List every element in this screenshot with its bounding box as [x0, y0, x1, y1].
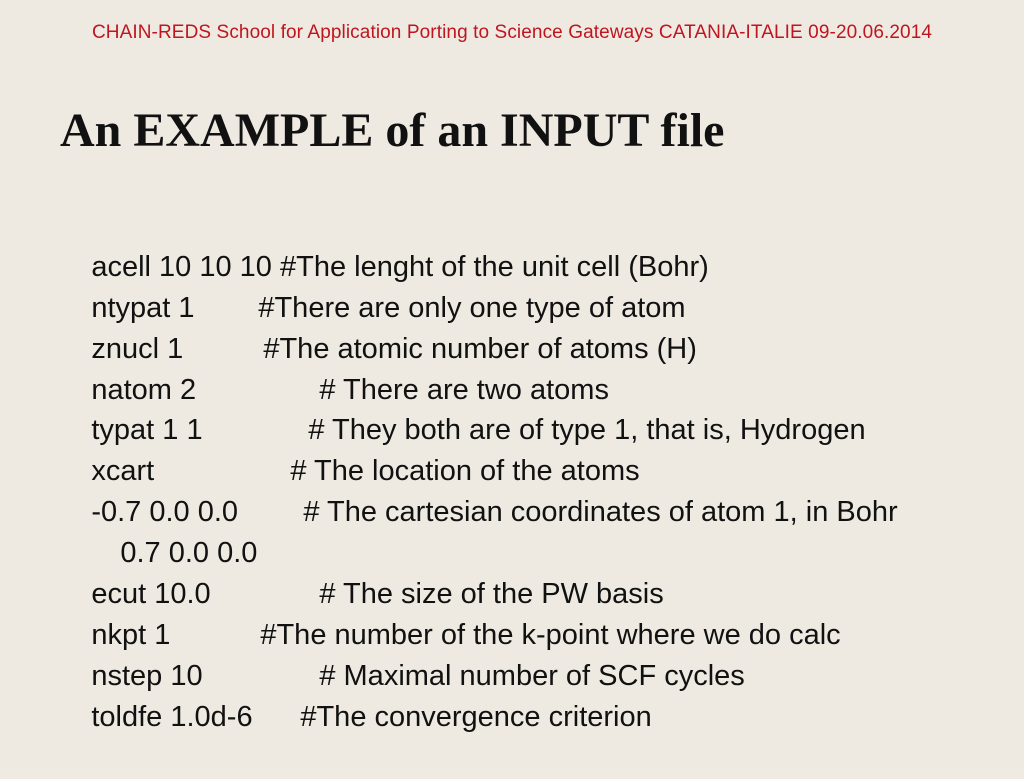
input-line-comment: #The atomic number of atoms (H): [263, 332, 697, 365]
input-line-code: 0.7 0.0 0.0: [120, 537, 258, 570]
input-line-code: xcart: [91, 455, 155, 488]
input-line-comment: # They both are of type 1, that is, Hydrogen: [308, 414, 866, 447]
input-line-comment: # The cartesian coordinates of atom 1, in Bohr: [303, 496, 898, 529]
input-line-comment: # The size of the PW basis: [319, 578, 664, 611]
input-line-code: nkpt 1: [91, 618, 171, 651]
slide-title: An EXAMPLE of an INPUT file: [60, 104, 725, 157]
input-line-comment: # There are two atoms: [319, 373, 609, 406]
input-line-comment: #There are only one type of atom: [258, 291, 686, 324]
input-line-code: acell 10 10 10: [91, 250, 272, 283]
input-line-code: nstep 10: [91, 659, 203, 692]
input-line-acell: [43, 206, 898, 283]
input-line-code: natom 2: [91, 373, 197, 406]
header-banner: CHAIN-REDS School for Application Porting to Science Gateways CATANIA-ITALIE 09-20.06.2014: [91, 22, 933, 43]
input-line-code: typat 1 1: [91, 414, 203, 447]
input-line-code: -0.7 0.0 0.0: [91, 496, 239, 529]
input-line-comment: # The location of the atoms: [290, 455, 640, 488]
input-line-comment: #The lenght of the unit cell (Bohr): [280, 250, 709, 283]
input-file-listing: [43, 206, 898, 733]
input-line-comment: #The number of the k-point where we do calc: [260, 618, 841, 651]
input-line-code: ntypat 1: [91, 291, 195, 324]
input-line-code: toldfe 1.0d-6: [91, 700, 253, 733]
input-line-code: ecut 10.0: [91, 578, 211, 611]
input-line-code: znucl 1: [91, 332, 184, 365]
input-line-comment: #The convergence criterion: [300, 700, 652, 733]
input-line-comment: # Maximal number of SCF cycles: [319, 659, 745, 692]
